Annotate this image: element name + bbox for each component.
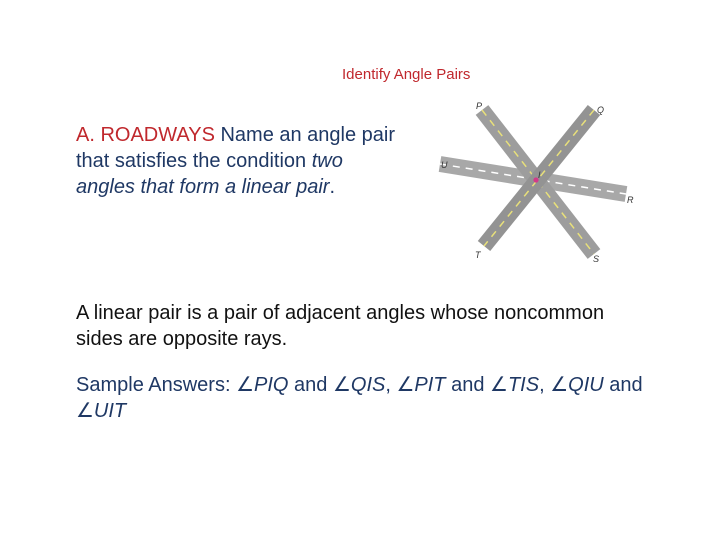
label-u: U [441,160,448,170]
answer-qis: ∠QIS [332,374,386,396]
linear-pair-definition: A linear pair is a pair of adjacent angles whose noncommon sides are opposite rays. [76,302,605,350]
answers-label: Sample Answers: [76,374,231,396]
label-q: Q [597,105,605,115]
roadways-diagram [430,96,650,268]
sample-answers [76,372,656,424]
problem-text: Name an angle pair that satisfies the condition [76,124,396,172]
answer-qiu: ∠QIU [550,374,604,396]
answer-uit: ∠UIT [76,400,127,422]
problem-period: . [329,176,336,198]
answer-pit: ∠PIT [396,374,446,396]
problem-statement [76,122,406,200]
label-r: R [627,195,634,205]
problem-label: A. ROADWAYS [76,124,215,146]
slide-title: Identify Angle Pairs [342,66,471,83]
answer-comma-1: , [385,374,391,396]
answer-tis: ∠TIS [490,374,540,396]
answer-comma-2: , [539,374,545,396]
problem-condition: two angles that form a linear pair [76,150,343,198]
answer-and-2: and [451,374,485,396]
label-s: S [593,254,600,264]
label-t: T [475,250,481,260]
label-p: P [476,101,483,111]
answer-and-3: and [609,374,643,396]
answer-and-1: and [294,374,328,396]
label-i: I [538,170,541,180]
answer-piq: ∠PIQ [236,374,289,396]
